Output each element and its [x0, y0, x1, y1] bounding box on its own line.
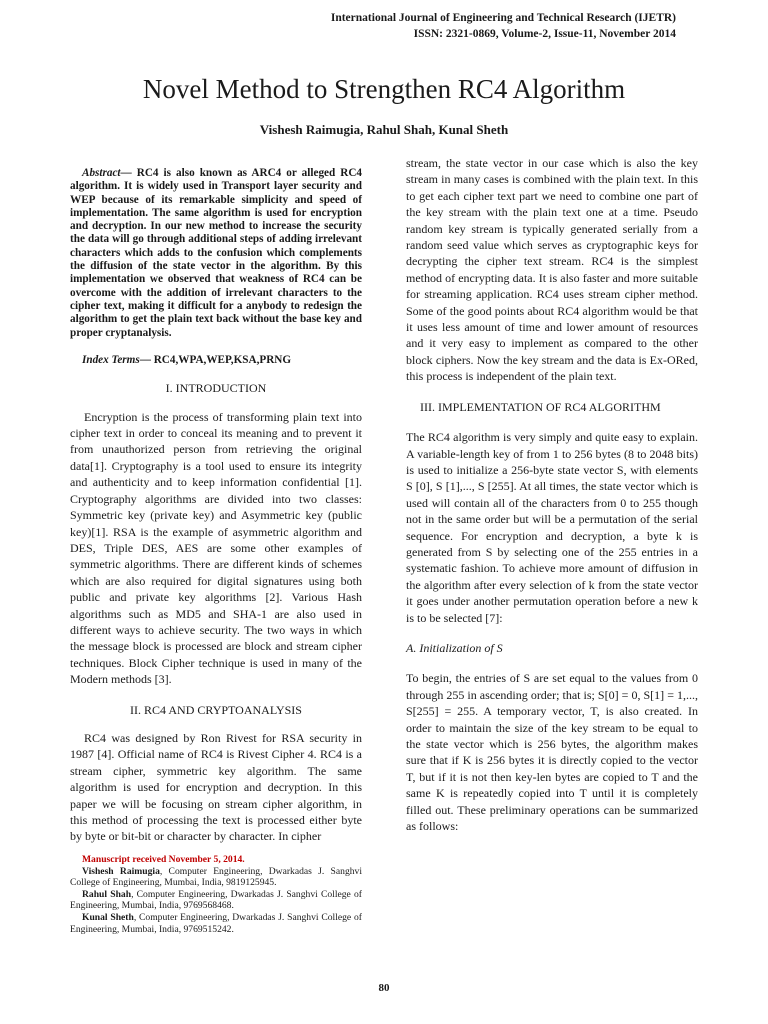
footnote-author-2-affiliation: , Computer Engineering, Dwarkadas J. Sanghvi College of Engineering, Mumbai, India, 9769568468. — [70, 888, 362, 912]
journal-issn: ISSN: 2321-0869, Volume-2, Issue-11, November 2014 — [413, 28, 676, 40]
index-terms-text: — RC4,WPA,WEP,KSA,PRNG — [139, 353, 292, 366]
footnote-author-3 — [70, 912, 362, 935]
footnote-author-1 — [70, 866, 362, 889]
abstract-text: — RC4 is also known as ARC4 or alleged RC4 algorithm. It is widely used in Transport layer security and WEP because of its remarkable simplicity and speed of implementation. The same algorithm is used for encryption and decryption. In our new method to increase the security the data will go through additional steps of adding irrelevant characters which adds to the confusion which complements the diffusion of the state vector in the algorithm. By this implementation we observed that weakness of RC4 can be overcome with the addition of irrelevant characters to the cipher text, making it difficult for a anybody to redesign the algorithm to get the plain text back without the base key and proper cryptanalysis. — [70, 167, 362, 339]
subsection-heading-initialization: A. Initialization of S — [406, 640, 503, 655]
footnote-author-3-affiliation: , Computer Engineering, Dwarkadas J. Sanghvi College of Engineering, Mumbai, India, 9769515242. — [70, 911, 362, 935]
rc4-paragraph-right: stream, the state vector in our case which is also the key stream in many cases is combined with the plain text. In this to get each cipher text part we need to combine one part of the key stream with the plain text one at a time. Pseudo random key stream is typically generated serially from a random seed value which serves as cryptographic keys for decrypting the cipher text stream. RC4 is the simplest method of encrypting data. It is also faster and more suitable for streaming application. RC4 uses stream cipher method. Some of the good points about RC4 algorithm would be that it uses less amount of time and lower amount of resources and it very easy to implement as compared to the other block ciphers. Now the key stream and the data is Ex-ORed, this process is independent of the plain text. — [406, 156, 698, 384]
page-number: 80 — [378, 982, 390, 994]
footnote-author-2-name: Rahul Shah — [82, 888, 132, 900]
manuscript-received: Manuscript received November 5, 2014. — [82, 854, 245, 865]
footnote-author-3-name: Kunal Sheth — [82, 911, 134, 923]
abstract-label: Abstract — [82, 167, 121, 179]
index-terms — [70, 352, 362, 368]
author-list: Vishesh Raimugia, Rahul Shah, Kunal Sheth — [259, 122, 509, 137]
footnotes — [70, 854, 362, 935]
section-heading-rc4: II. RC4 AND CRYPTOANALYSIS — [130, 702, 302, 717]
initialization-paragraph: To begin, the entries of S are set equal to the values from 0 through 255 in ascending order; that is; S[0] = 0, S[1] = 1,..., S[255] = 255. A temporary vector, T, is also created. In order to maintain the size of the key stream to be equal to the state vector which is 256 bytes, the algorithm makes sure that if K is 256 bytes it is directly copied to the vector T, but if it is not then key-len bytes are copied to T and the same K is repeatedly copied into T until it is completely filled out. These preliminary operations can be summarized as follows: — [406, 671, 698, 834]
index-terms-label: Index Terms — [82, 353, 140, 366]
right-column — [406, 155, 698, 834]
implementation-paragraph: The RC4 algorithm is very simply and quite easy to explain. A variable-length key of from 1 to 256 bytes (8 to 2048 bits) is used to initialize a 256-byte state vector S, with elements S [0], S [1],..., S [255]. At all times, the state vector which is used will contain all of the characters from 0 to 255 though not in the same order but will be a permutation of the serial sequence. For encryption and decryption, a byte k is generated from S by selecting one of the 255 entries in a systematic fashion. To achieve more amount of diffusion in the algorithm after every selection of k from the state vector it goes under another permutation operation before a new k is to be selected [7]: — [406, 430, 698, 625]
journal-name: International Journal of Engineering and Technical Research (IJETR) — [330, 12, 676, 24]
journal-header — [331, 10, 676, 42]
introduction-paragraph: Encryption is the process of transforming plain text into cipher text in order to conceal its meaning and to prevent it from unauthorized person from retrieving the original data[1]. Cryptography is a tool used to ensure its integrity and authenticity and to keep information confidential [1]. Cryptography algorithms are divided into two classes: Symmetric key (private key) and Asymmetric key (public key)[1]. RSA is the example of asymmetric algorithm and DES, Triple DES, AES are some other examples of symmetric algorithms. There are different kinds of schemes which are also required for digital signatures using both public and private key algorithms [2]. Various Hash algorithms such as MD5 and SHA-1 are also used in different ways to achieve security. The two ways in which the message block is processed are block and stream cipher techniques. Block Cipher technique is used in many of the Modern methods [3]. — [70, 409, 362, 687]
paper-title: Novel Method to Strengthen RC4 Algorithm — [142, 74, 626, 104]
footnote-author-1-name: Vishesh Raimugia — [82, 865, 160, 877]
left-column — [70, 155, 362, 845]
footnote-author-2 — [70, 889, 362, 912]
rc4-paragraph-left: RC4 was designed by Ron Rivest for RSA security in 1987 [4]. Official name of RC4 is Rivest Cipher 4. RC4 is a stream cipher, symmetric key algorithm. The same algorithm is used for encryption and decryption. In this paper we will be focusing on stream cipher algorithm, in this method of processing the text is processed either byte by byte or bit-bit or character by character. In cipher — [70, 730, 362, 844]
footnote-author-1-affiliation: , Computer Engineering, Dwarkadas J. Sanghvi College of Engineering, Mumbai, India, 9819125945. — [70, 865, 363, 889]
abstract — [70, 167, 362, 340]
section-heading-introduction: I. INTRODUCTION — [165, 381, 267, 396]
section-heading-implementation: III. IMPLEMENTATION OF RC4 ALGORITHM — [420, 399, 661, 414]
